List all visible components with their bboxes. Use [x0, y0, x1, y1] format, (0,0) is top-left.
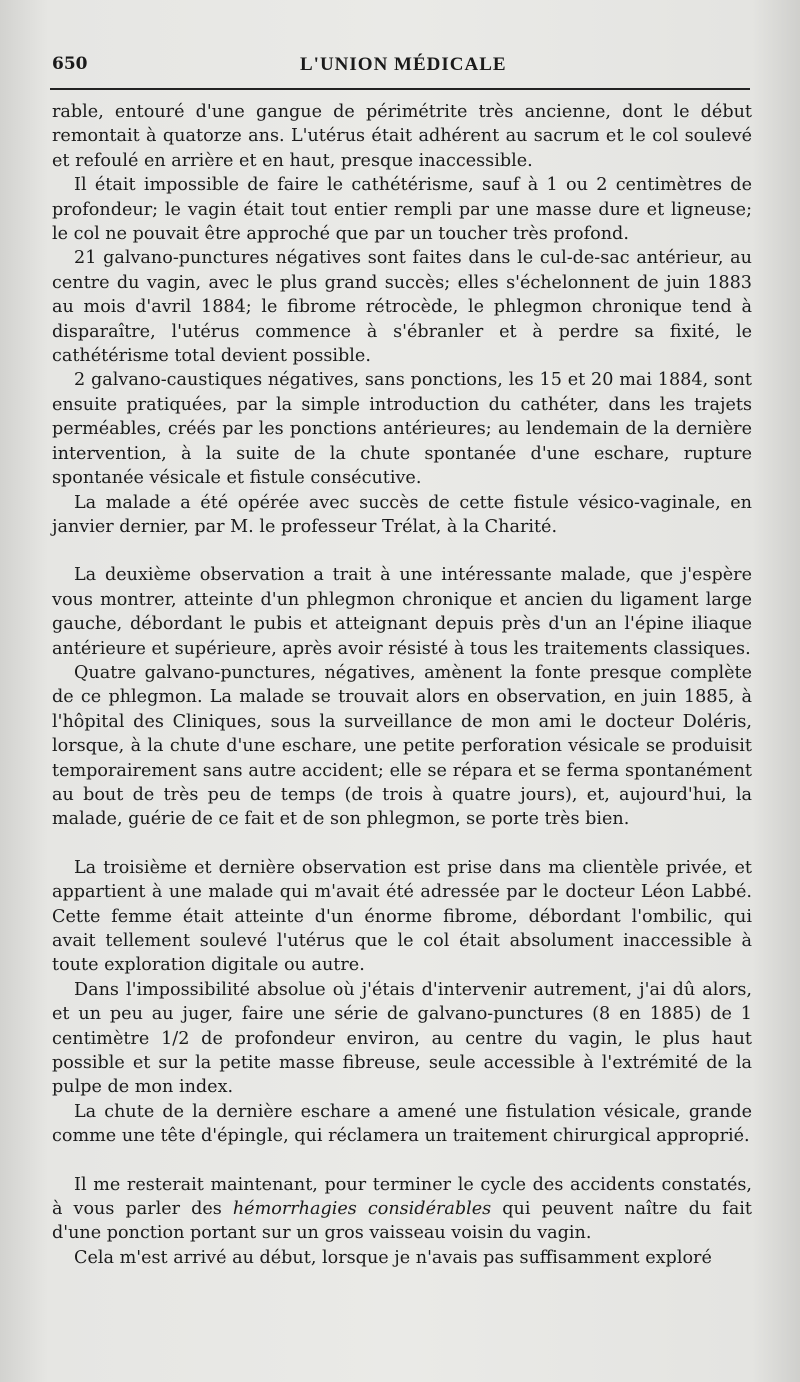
- paragraph: rable, entouré d'une gangue de périmétrite très ancienne, dont le début remontait à quatorze ans. L'utérus était adhérent au sacrum et le col soulevé et refoulé en arrière et en haut, presque inaccessible.: [52, 102, 752, 171]
- paragraph-text: qui peuvent naître du fait d'une ponction portant sur un gros vaisseau voisin du vagin.: [52, 1199, 753, 1244]
- paragraph: Cela m'est arrivé au début, lorsque je n'avais pas suffisamment exploré: [74, 1247, 712, 1268]
- paragraph: 2 galvano-caustiques négatives, sans ponctions, les 15 et 20 mai 1884, sont ensuite pratiquées, par la simple introduction du cathéter, dans les trajets perméables, créés par les ponctions antérieures; au lendemain de la dernière intervention, à la suite de la chute spontanée d'une eschare, rupture spontanée vésicale et fistule consécutive.: [52, 370, 752, 489]
- paragraph: Dans l'impossibilité absolue où j'étais d'intervenir autrement, j'ai dû alors, et un peu au juger, faire une série de galvano-punctures (8 en 1885) de 1 centimètre 1/2 de profondeur environ, au centre du vagin, le plus haut possible et sur la petite masse fibreuse, seule accessible à l'extrémité de la pulpe de mon index.: [52, 979, 752, 1098]
- paragraph-text: Il me resterait maintenant, pour terminer le cycle des accidents constatés, à vous parler des: [52, 1174, 752, 1220]
- paragraph: La troisième et dernière observation est prise dans ma clientèle privée, et appartient à une malade qui m'avait été adressée par le docteur Léon Labbé. Cette femme était atteinte d'un énorme fibrome, débordant l'ombilic, qui avait tellement soulevé l'utérus que le col était absolument inaccessible à toute exploration digitale ou autre.: [52, 857, 752, 976]
- paragraph: Il était impossible de faire le cathétérisme, sauf à 1 ou 2 centimètres de profondeur; le vagin était tout entier rempli par une masse dure et ligneuse; le col ne pouvait être approché que par un toucher très profond.: [52, 175, 752, 245]
- paragraph: 21 galvano-punctures négatives sont faites dans le cul-de-sac antérieur, au centre du vagin, avec le plus grand succès; elles s'échelonnent de juin 1883 au mois d'avril 1884; le fibrome rétrocède, le phlegmon chronique tend à disparaître, l'utérus commence à s'ébranler et à perdre sa fixité, le cathétérisme total devient possible.: [52, 248, 752, 367]
- page-header: [50, 54, 750, 78]
- page-number: 650: [52, 54, 88, 74]
- header-rule: [50, 88, 750, 90]
- paragraph: La deuxième observation a trait à une intéressante malade, que j'espère vous montrer, atteinte d'un phlegmon chronique et ancien du ligament large gauche, débordant le pubis et atteignant depuis près d'un an l'épine iliaque antérieure et supérieure, après avoir résisté à tous les traitements classiques.: [52, 565, 752, 659]
- body-text: [52, 100, 752, 1270]
- paragraph: Quatre galvano-punctures, négatives, amènent la fonte presque complète de ce phlegmon. La malade se trouvait alors en observation, en juin 1885, à l'hôpital des Cliniques, sous la surveillance de mon ami le docteur Doléris, lorsque, à la chute d'une eschare, une petite perforation vésicale se produisit temporairement sans autre accident; elle se répara et se ferma spontanément au bout de très peu de temps (de trois à quatre jours), et, aujourd'hui, la malade, guérie de ce fait et de son phlegmon, se porte très bien.: [52, 662, 752, 830]
- italic-phrase: hémorrhagies considérables: [232, 1199, 492, 1220]
- paragraph: La malade a été opérée avec succès de cette fistule vésico-vaginale, en janvier dernier, par M. le professeur Trélat, à la Charité.: [52, 492, 752, 537]
- running-title: L'UNION MÉDICALE: [300, 54, 507, 75]
- paragraph: [52, 1173, 752, 1246]
- paragraph: La chute de la dernière eschare a amené une fistulation vésicale, grande comme une tête d'épingle, qui réclamera un traitement chirurgical approprié.: [52, 1101, 752, 1147]
